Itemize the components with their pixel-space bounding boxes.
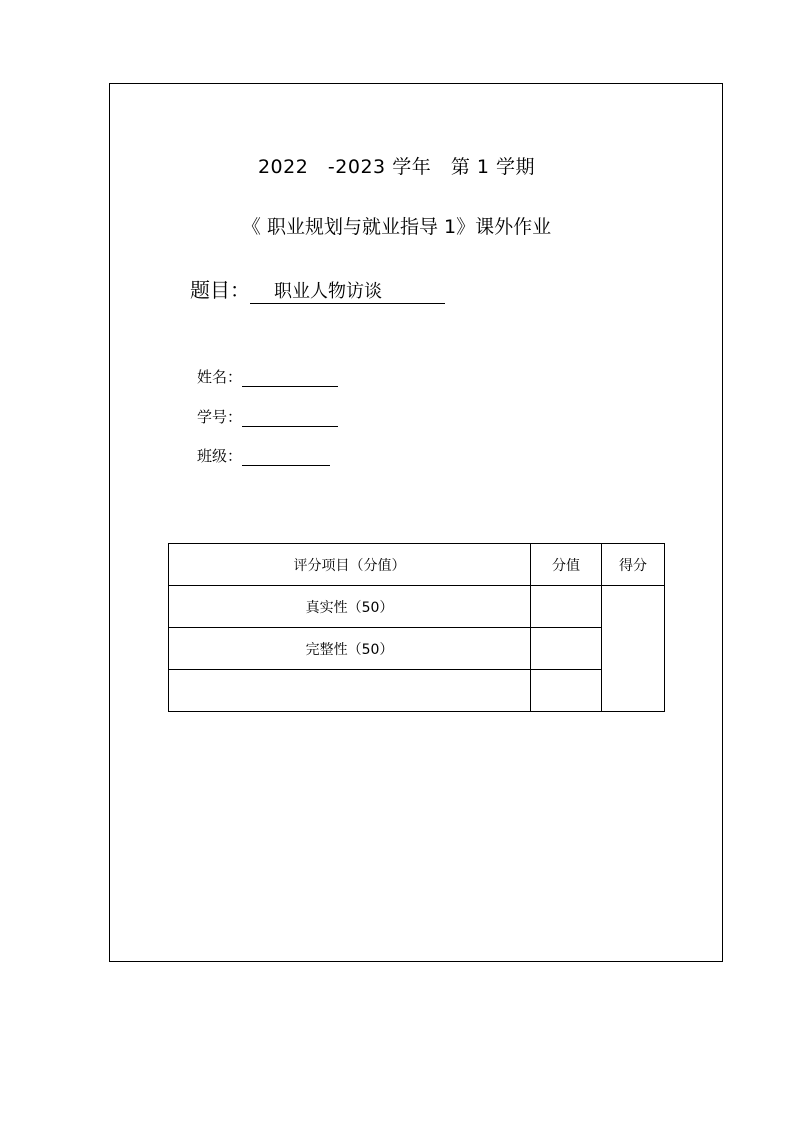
row-value[interactable]	[531, 628, 602, 670]
name-blank[interactable]	[242, 370, 338, 387]
student-id-blank[interactable]	[242, 410, 338, 427]
term-prefix: 第	[450, 156, 471, 178]
term-number: 1	[476, 156, 490, 178]
header-score: 得分	[602, 544, 665, 586]
year-end: -2023	[327, 156, 386, 178]
table-row	[169, 586, 665, 628]
course-title: 《 职业规划与就业指导 1》课外作业	[241, 216, 552, 238]
score-cell[interactable]	[602, 586, 665, 712]
score-table-header-row	[169, 544, 665, 586]
table-row	[169, 670, 665, 712]
name-label: 姓名：	[197, 368, 243, 386]
semester-line	[0, 152, 793, 179]
year-word: 学年	[392, 156, 432, 178]
topic-label: 题目：	[190, 278, 250, 302]
class-label: 班级：	[197, 447, 243, 465]
header-value: 分值	[531, 544, 602, 586]
student-id-field	[197, 406, 338, 427]
score-table	[168, 543, 665, 712]
row-item: 完整性（50）	[169, 628, 531, 670]
term-word: 学期	[496, 156, 536, 178]
row-value[interactable]	[531, 586, 602, 628]
student-id-label: 学号：	[197, 408, 243, 426]
topic-line	[190, 274, 445, 304]
class-blank[interactable]	[242, 449, 330, 466]
topic-value: 职业人物访谈	[250, 281, 445, 304]
name-field	[197, 366, 338, 387]
row-item: 真实性（50）	[169, 586, 531, 628]
table-row	[169, 628, 665, 670]
row-value[interactable]	[531, 670, 602, 712]
row-item	[169, 670, 531, 712]
class-field	[197, 445, 330, 466]
year-start: 2022	[257, 156, 309, 178]
header-item: 评分项目（分值）	[169, 544, 531, 586]
